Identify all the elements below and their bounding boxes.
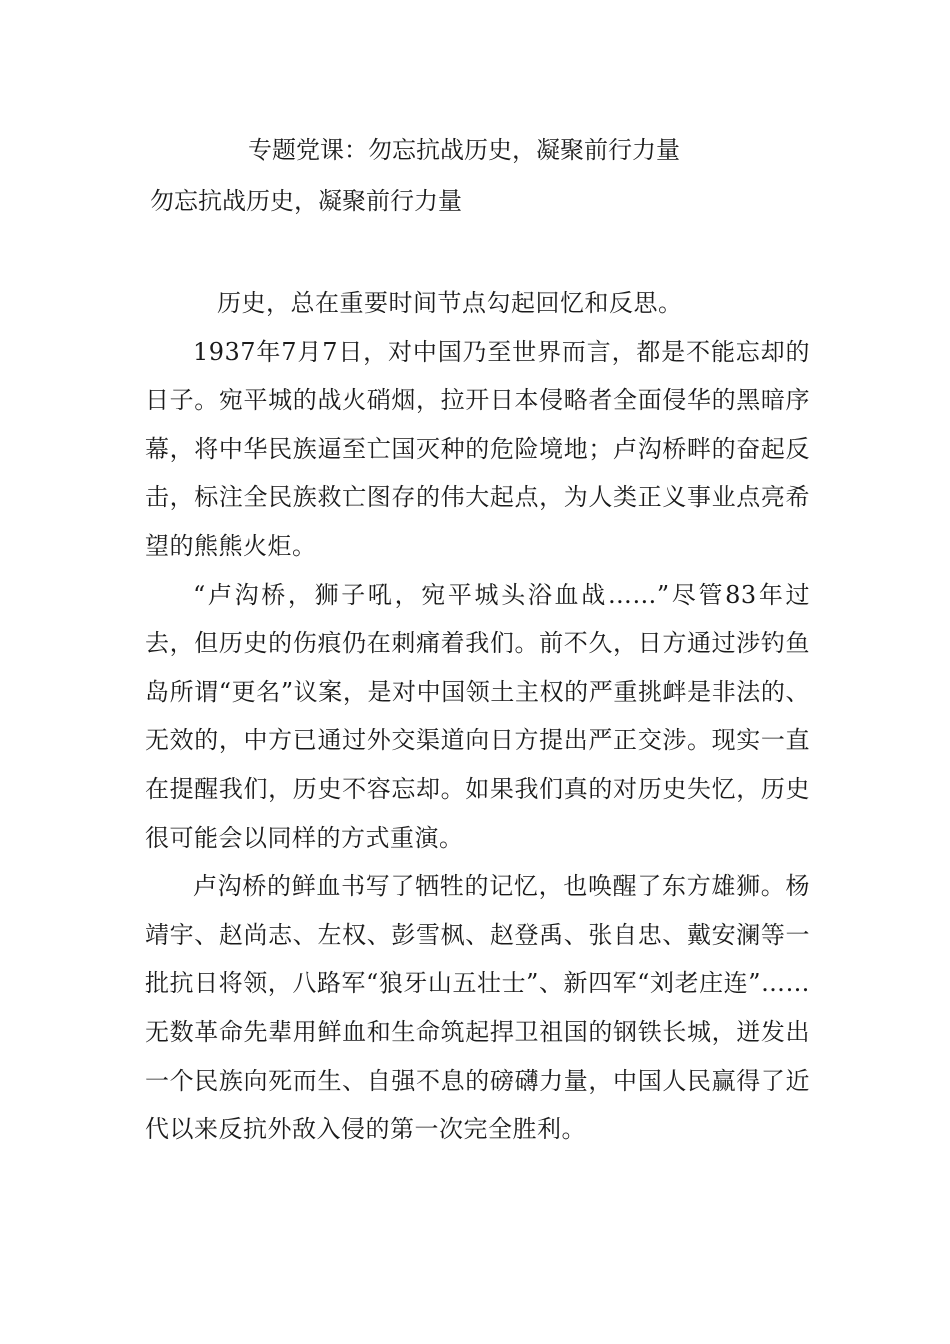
paragraph-4: 卢沟桥的鲜血书写了牺牲的记忆，也唤醒了东方雄狮。杨靖宇、赵尚志、左权、彭雪枫、赵登禹、张自忠、戴安澜等一批抗日将领，八路军“狼牙山五壮士”、新四军“刘老庄连”……无数革命先辈用鲜血和生命筑起捍卫祖国的钢铁长城，迸发出一个民族向死而生、自强不息的磅礴力量，中国人民赢得了近代以来反抗外敌入侵的第一次完全胜利。	[145, 872, 810, 1144]
document-subtitle: 勿忘抗战历史，凝聚前行力量	[150, 187, 462, 215]
paragraph-1: 历史，总在重要时间节点勾起回忆和反思。	[217, 289, 683, 317]
paragraph-2: 1937年7月7日，对中国乃至世界而言，都是不能忘却的日子。宛平城的战火硝烟，拉开日本侵略者全面侵华的黑暗序幕，将中华民族逼至亡国灭种的危险境地；卢沟桥畔的奋起反击，标注全民族救亡图存的伟大起点，为人类正义事业点亮希望的熊熊火炬。	[145, 337, 810, 560]
paragraph-3: “卢沟桥，狮子吼，宛平城头浴血战……”尽管83年过去，但历史的伤痕仍在刺痛着我们。前不久，日方通过涉钓鱼岛所谓“更名”议案，是对中国领土主权的严重挑衅是非法的、无效的，中方已通过外交渠道向日方提出严正交涉。现实一直在提醒我们，历史不容忘却。如果我们真的对历史失忆，历史很可能会以同样的方式重演。	[145, 580, 810, 852]
document-title: 专题党课：勿忘抗战历史，凝聚前行力量	[248, 136, 680, 164]
document-body	[145, 279, 810, 1154]
